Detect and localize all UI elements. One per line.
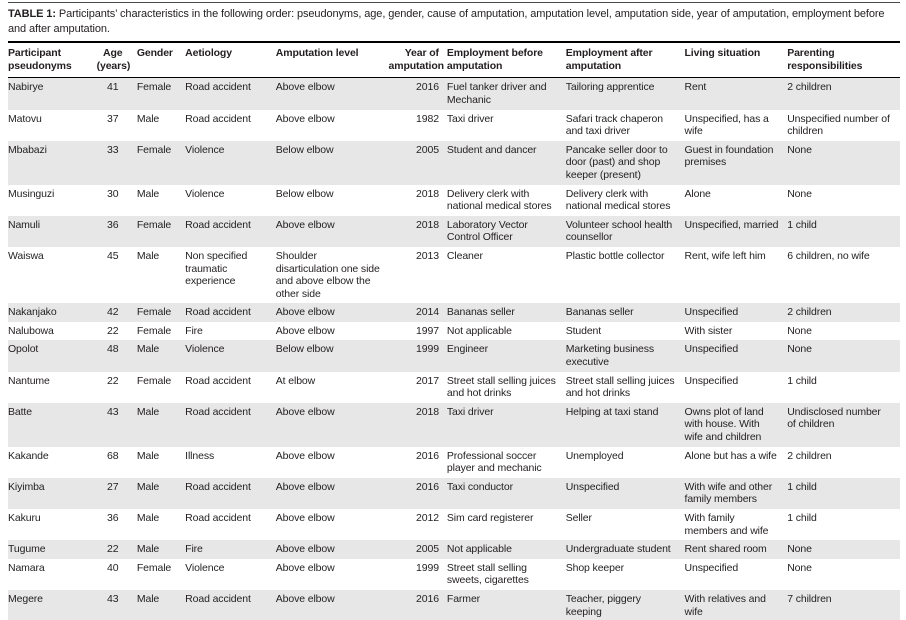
column-header-pseudonym: Participant pseudonyms	[8, 43, 97, 78]
cell-aetiology: Violence	[185, 187, 225, 200]
cell-emp_before: Professional soccer player and mechanic	[446, 449, 542, 475]
participants-table	[8, 43, 900, 620]
cell-level: Above elbow	[275, 543, 335, 556]
cell-pseudonym: Musinguzi	[8, 187, 55, 200]
cell-parenting: 2 children	[787, 449, 832, 462]
cell-pseudonym: Nakanjako	[8, 306, 57, 319]
column-header-living: Living situation	[685, 43, 788, 78]
cell-gender: Female	[136, 218, 172, 231]
cell-emp_before: Not applicable	[446, 324, 512, 337]
cell-level: Above elbow	[275, 449, 335, 462]
cell-emp_after: Helping at taxi stand	[565, 405, 659, 418]
table-row	[8, 185, 900, 216]
cell-year: 2016	[416, 480, 439, 493]
cell-gender: Male	[136, 112, 160, 125]
cell-parenting: 2 children	[787, 81, 832, 94]
cell-age: 22	[107, 324, 119, 337]
cell-parenting: None	[787, 143, 812, 156]
cell-gender: Female	[136, 374, 172, 387]
cell-level: Above elbow	[275, 81, 335, 94]
page	[0, 2, 906, 620]
cell-living: Guest in foundation premises	[684, 143, 774, 169]
cell-emp_after: Shop keeper	[565, 561, 624, 574]
cell-pseudonym: Batte	[8, 405, 32, 418]
cell-age: 22	[107, 543, 119, 556]
table-row	[8, 322, 900, 341]
cell-parenting: None	[787, 324, 812, 337]
cell-level: Below elbow	[275, 143, 334, 156]
cell-parenting: 1 child	[787, 512, 817, 524]
cell-living: Rent	[684, 81, 707, 94]
table-row	[8, 372, 900, 403]
table-caption-label: TABLE 1:	[8, 8, 56, 20]
cell-emp_before: Farmer	[446, 592, 481, 605]
cell-gender: Male	[136, 187, 160, 200]
cell-parenting: None	[787, 187, 812, 200]
cell-year: 2005	[416, 543, 439, 556]
cell-gender: Male	[136, 480, 160, 493]
cell-emp_after: Volunteer school health counsellor	[565, 218, 673, 244]
cell-living: With wife and other family members	[684, 480, 773, 506]
cell-emp_before: Cleaner	[446, 249, 483, 262]
cell-age: 30	[107, 187, 119, 200]
cell-age: 41	[107, 81, 119, 94]
cell-emp_after: Unspecified	[565, 480, 620, 493]
cell-gender: Female	[136, 324, 172, 337]
cell-emp_after: Plastic bottle collector	[565, 249, 665, 262]
cell-parenting: 1 child	[787, 480, 817, 493]
cell-aetiology: Road accident	[185, 218, 251, 231]
cell-living: Owns plot of land with house. With wife and children	[684, 405, 764, 444]
cell-year: 2005	[416, 143, 439, 156]
cell-level: Below elbow	[275, 187, 334, 200]
cell-gender: Male	[136, 405, 160, 418]
cell-year: 1999	[416, 561, 439, 574]
cell-year: 2018	[416, 405, 439, 418]
cell-emp_after: Student	[565, 324, 602, 337]
cell-living: Rent, wife left him	[684, 249, 766, 262]
cell-level: Above elbow	[275, 112, 335, 125]
column-header-emp_after: Employment after amputation	[566, 43, 685, 78]
cell-pseudonym: Megere	[8, 592, 43, 605]
cell-emp_after: Bananas seller	[565, 306, 634, 319]
cell-emp_before: Not applicable	[446, 543, 512, 556]
cell-gender: Female	[136, 81, 172, 94]
cell-emp_before: Sim card registerer	[446, 512, 534, 524]
cell-gender: Female	[136, 561, 172, 574]
cell-parenting: None	[787, 343, 812, 356]
cell-age: 43	[107, 405, 119, 418]
cell-level: Above elbow	[275, 324, 335, 337]
cell-emp_after: Undergraduate student	[565, 543, 671, 556]
table-caption	[8, 7, 900, 37]
cell-age: 48	[107, 343, 119, 356]
table-row	[8, 590, 900, 620]
cell-living: Unspecified	[684, 343, 739, 356]
cell-aetiology: Road accident	[185, 306, 251, 319]
cell-level: At elbow	[275, 374, 316, 387]
cell-living: With sister	[684, 324, 733, 337]
cell-parenting: 2 children	[787, 306, 832, 319]
cell-parenting: 1 child	[787, 218, 817, 231]
cell-emp_after: Unemployed	[565, 449, 624, 462]
table-row	[8, 478, 900, 509]
cell-aetiology: Fire	[185, 324, 203, 337]
cell-aetiology: Illness	[185, 449, 215, 462]
cell-level: Above elbow	[275, 480, 335, 493]
cell-gender: Male	[136, 592, 160, 605]
cell-emp_before: Engineer	[446, 343, 488, 356]
table-row	[8, 509, 900, 540]
table-row	[8, 447, 900, 478]
cell-pseudonym: Namuli	[8, 218, 40, 231]
cell-emp_after: Pancake seller door to door (past) and shop keeper (present)	[565, 143, 668, 181]
cell-pseudonym: Nantume	[8, 374, 50, 387]
cell-gender: Female	[136, 306, 172, 319]
cell-age: 22	[107, 374, 119, 387]
cell-aetiology: Road accident	[185, 81, 251, 94]
cell-aetiology: Violence	[185, 561, 225, 574]
table-row	[8, 216, 900, 247]
cell-emp_after: Seller	[565, 512, 592, 524]
cell-parenting: Undisclosed number of children	[787, 405, 881, 431]
cell-parenting: 6 children, no wife	[787, 249, 870, 262]
cell-emp_before: Fuel tanker driver and Mechanic	[446, 81, 547, 106]
cell-age: 36	[107, 512, 119, 524]
column-header-age: Age (years)	[97, 43, 137, 78]
table-row	[8, 110, 900, 141]
cell-emp_before: Street stall selling sweets, cigarettes	[446, 561, 529, 587]
cell-emp_after: Delivery clerk with national medical stores	[565, 187, 671, 213]
cell-emp_before: Taxi driver	[446, 112, 494, 125]
cell-living: Alone	[684, 187, 711, 200]
cell-pseudonym: Opolot	[8, 343, 39, 356]
cell-pseudonym: Kakuru	[8, 512, 41, 524]
cell-emp_before: Taxi conductor	[446, 480, 513, 493]
table-row	[8, 303, 900, 322]
table-row	[8, 78, 900, 110]
cell-emp_after: Teacher, piggery keeping	[565, 592, 641, 618]
cell-aetiology: Violence	[185, 343, 225, 356]
cell-parenting: 1 child	[787, 374, 817, 387]
table-row	[8, 559, 900, 590]
column-header-parenting: Parenting responsibilities	[787, 43, 900, 78]
cell-aetiology: Fire	[185, 543, 203, 556]
table-row	[8, 540, 900, 559]
cell-age: 36	[107, 218, 119, 231]
cell-living: Unspecified, has a wife	[684, 112, 769, 138]
cell-age: 68	[107, 449, 119, 462]
table-row	[8, 141, 900, 185]
cell-level: Above elbow	[275, 512, 335, 524]
cell-year: 2016	[416, 81, 439, 94]
cell-living: Rent shared room	[684, 543, 767, 556]
cell-emp_before: Delivery clerk with national medical stores	[446, 187, 552, 213]
cell-age: 45	[107, 249, 119, 262]
cell-age: 42	[107, 306, 119, 319]
cell-gender: Male	[136, 543, 160, 556]
cell-emp_before: Street stall selling juices and hot drinks	[446, 374, 556, 400]
cell-aetiology: Road accident	[185, 374, 251, 387]
cell-year: 2018	[416, 218, 439, 231]
cell-pseudonym: Matovu	[8, 112, 42, 125]
cell-level: Above elbow	[275, 561, 335, 574]
cell-gender: Male	[136, 249, 160, 262]
cell-living: Unspecified	[684, 306, 739, 319]
cell-parenting: None	[787, 561, 812, 574]
cell-gender: Male	[136, 343, 160, 356]
cell-age: 27	[107, 480, 119, 493]
column-header-aetiology: Aetiology	[185, 43, 276, 78]
cell-age: 40	[107, 561, 119, 574]
cell-pseudonym: Nabirye	[8, 81, 44, 94]
table-row	[8, 247, 900, 303]
cell-living: Unspecified	[684, 561, 739, 574]
cell-level: Above elbow	[275, 592, 335, 605]
cell-emp_before: Student and dancer	[446, 143, 537, 156]
cell-level: Above elbow	[275, 405, 335, 418]
cell-year: 2012	[416, 512, 439, 524]
cell-year: 1997	[416, 324, 439, 337]
cell-aetiology: Road accident	[185, 512, 251, 524]
cell-emp_after: Safari track chaperon and taxi driver	[565, 112, 664, 138]
cell-emp_before: Laboratory Vector Control Officer	[446, 218, 528, 244]
cell-level: Below elbow	[275, 343, 334, 356]
cell-living: With relatives and wife	[684, 592, 766, 618]
cell-age: 37	[107, 112, 119, 125]
table-row	[8, 340, 900, 371]
cell-pseudonym: Waiswa	[8, 249, 44, 262]
cell-living: Unspecified	[684, 374, 739, 387]
cell-year: 2014	[416, 306, 439, 319]
column-header-gender: Gender	[137, 43, 185, 78]
cell-year: 1982	[416, 112, 439, 125]
cell-year: 2013	[416, 249, 439, 262]
cell-gender: Male	[136, 449, 160, 462]
table-caption-text: Participants’ characteristics in the following order: pseudonyms, age, gender, cause of amputation, amputation level, amputation side, year of amputation, employment before and after amputation.	[8, 8, 885, 35]
cell-year: 2017	[416, 374, 439, 387]
cell-emp_before: Bananas seller	[446, 306, 515, 319]
cell-pseudonym: Nalubowa	[8, 324, 54, 337]
cell-year: 2018	[416, 187, 439, 200]
cell-emp_after: Tailoring apprentice	[565, 81, 655, 94]
column-header-year: Year of amputation	[389, 43, 447, 78]
cell-emp_before: Taxi driver	[446, 405, 494, 418]
cell-gender: Male	[136, 512, 160, 524]
cell-emp_after: Street stall selling juices and hot drinks	[565, 374, 675, 400]
cell-pseudonym: Namara	[8, 561, 45, 574]
cell-age: 33	[107, 143, 119, 156]
cell-aetiology: Non specified traumatic experience	[185, 249, 248, 288]
cell-aetiology: Road accident	[185, 592, 251, 605]
cell-aetiology: Road accident	[185, 112, 251, 125]
cell-gender: Female	[136, 143, 172, 156]
header-row	[8, 43, 900, 78]
cell-parenting: None	[787, 543, 812, 556]
cell-emp_after: Marketing business executive	[565, 343, 655, 369]
cell-level: Above elbow	[275, 218, 335, 231]
cell-aetiology: Road accident	[185, 480, 251, 493]
cell-living: With family members and wife	[684, 512, 769, 537]
cell-pseudonym: Kiyimba	[8, 480, 45, 493]
cell-parenting: Unspecified number of children	[787, 112, 890, 138]
table-row	[8, 403, 900, 447]
column-header-level: Amputation level	[276, 43, 389, 78]
cell-pseudonym: Kakande	[8, 449, 49, 462]
cell-year: 2016	[416, 449, 439, 462]
cell-aetiology: Road accident	[185, 405, 251, 418]
cell-living: Alone but has a wife	[684, 449, 777, 462]
cell-level: Shoulder disarticulation one side and above elbow the other side	[275, 249, 380, 300]
cell-year: 2016	[416, 592, 439, 605]
cell-living: Unspecified, married	[684, 218, 779, 231]
top-rule	[8, 2, 900, 3]
cell-parenting: 7 children	[787, 592, 832, 605]
cell-level: Above elbow	[275, 306, 335, 319]
cell-pseudonym: Tugume	[8, 543, 46, 556]
cell-aetiology: Violence	[185, 143, 225, 156]
table-body	[8, 78, 900, 620]
cell-age: 43	[107, 592, 119, 605]
cell-pseudonym: Mbabazi	[8, 143, 47, 156]
cell-year: 1999	[416, 343, 439, 356]
column-header-emp_before: Employment before amputation	[447, 43, 566, 78]
